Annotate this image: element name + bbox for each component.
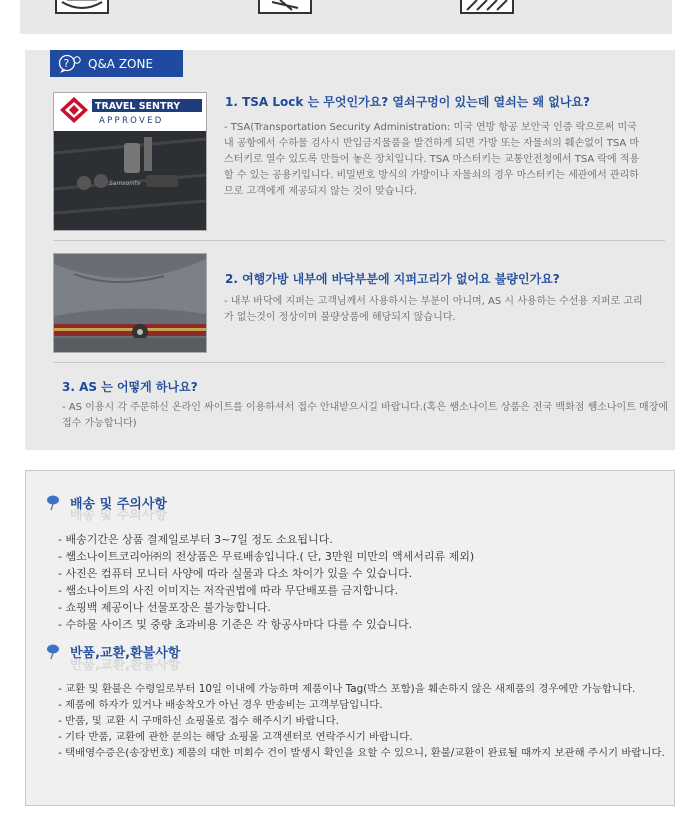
- bag-interior-image: [53, 253, 207, 353]
- shipping-item: - 쇼핑백 제공이나 선물포장은 불가능합니다.: [58, 601, 271, 614]
- notice-box: [25, 470, 675, 806]
- returns-item: - 제품에 하자가 있거나 배송착오가 아닌 경우 반송비는 고객부담입니다.: [58, 699, 383, 711]
- returns-item: - 기타 반품, 교환에 관한 문의는 해당 쇼핑몰 고객센터로 연락주시기 바랍니다.: [58, 731, 413, 743]
- tsa-lock-image: [53, 92, 207, 231]
- badge-bottom-text: APPROVED: [99, 116, 164, 126]
- shipping-item: - 배송기간은 상품 결제일로부터 3~7일 정도 소요됩니다.: [58, 533, 333, 546]
- svg-text:?: ?: [63, 56, 70, 70]
- shipping-title: 배송 및 주의사항: [70, 497, 167, 512]
- returns-title-shadow: 반품,교환,환불사항: [70, 658, 181, 673]
- qa-answer-2: - 내부 바닥에 지퍼는 고객님께서 사용하시는 부분이 아니며, AS 시 사용하는 수선용 지퍼로 고리가 없는것이 정상이며 불량상품에 해당되지 않습니다.: [224, 296, 643, 323]
- qa-answer-1: - TSA(Transportation Security Administration: 미국 연방 항공 보안국 인증 락으로써 미국 내 공항에서 수하물 검사시 반입금지물품을 발견하게 되면 가방 또는 자물쇠의 훼손없이 TSA 마스터키로 열수 있도록 만들어 놓은 장치입니다. TSA 마스터키는 교통안전청에서 TSA 락에 적용할 수 있는 공용키입니다. 비밀번호 방식의 가방이나 자물쇠의 경우 마스터키는 세관에서 관리하므로 고객에게 제공되지 않는 것이 맞습니다.: [224, 122, 640, 197]
- question-bubble-icon: [58, 54, 82, 74]
- qa-zone: [25, 50, 675, 450]
- qa-answer-3: - AS 이용시 각 주문하신 온라인 싸이트를 이용하셔서 접수 안내받으시길 바랍니다.(혹은 쌤소나이트 상품은 전국 백화점 쌤소나이트 매장에 접수 가능합니다): [62, 402, 669, 429]
- returns-header: [46, 642, 180, 661]
- pin-icon: [46, 495, 60, 511]
- shipping-item: - 수하물 사이즈 및 중량 초과비용 기준은 각 항공사마다 다를 수 있습니다.: [58, 618, 413, 631]
- returns-item: - 택배영수증은(송장번호) 제품의 대한 미회수 건이 발생시 확인을 요할 수 있으니, 환불/교환이 완료될 때까지 보관해 주시기 바랍니다.: [58, 747, 665, 759]
- returns-item: - 반품, 및 교환 시 구매하신 쇼핑몰로 접수 해주시기 바랍니다.: [58, 715, 339, 727]
- shipping-title-shadow: 배송 및 주의사항: [70, 508, 167, 523]
- qa-question-3: 3. AS 는 어떻게 하나요?: [62, 380, 198, 394]
- samsonite-brand: Samsonite: [109, 180, 141, 187]
- qa-divider-1: [53, 240, 665, 241]
- shipping-header: [46, 493, 167, 512]
- pin-icon: [46, 644, 60, 660]
- qa-question-2: 2. 여행가방 내부에 바닥부분에 지퍼고리가 없어요 불량인가요?: [225, 272, 560, 286]
- feature-icon-2: [258, 0, 312, 14]
- top-feature-strip: [20, 0, 672, 34]
- qa-zone-tab: [50, 50, 183, 77]
- returns-title: 반품,교환,환불사항: [70, 646, 181, 661]
- qa-divider-2: [53, 362, 665, 363]
- feature-icon-3: [460, 0, 514, 14]
- badge-top-text: TRAVEL SENTRY: [95, 101, 181, 112]
- qa-question-1: 1. TSA Lock 는 무엇인가요? 열쇠구멍이 있는데 열쇠는 왜 없나요?: [225, 95, 590, 109]
- shipping-item: - 쌤소나이트코리아㈜의 전상품은 무료배송입니다.( 단, 3만원 미만의 액세서리류 제외): [58, 550, 475, 563]
- returns-item: - 교환 및 환불은 수령일로부터 10일 이내에 가능하며 제품이나 Tag(박스 포함)을 훼손하지 않은 새제품의 경우에만 가능합니다.: [58, 683, 636, 695]
- qa-zone-label: Q&A ZONE: [88, 56, 154, 71]
- shipping-item: - 쌤소나이트의 사진 이미지는 저작권법에 따라 무단배포를 금지합니다.: [58, 584, 399, 597]
- shipping-item: - 사진은 컴퓨터 모니터 사양에 따라 실물과 다소 차이가 있을 수 있습니다.: [58, 567, 413, 580]
- feature-icon-1: [55, 0, 109, 14]
